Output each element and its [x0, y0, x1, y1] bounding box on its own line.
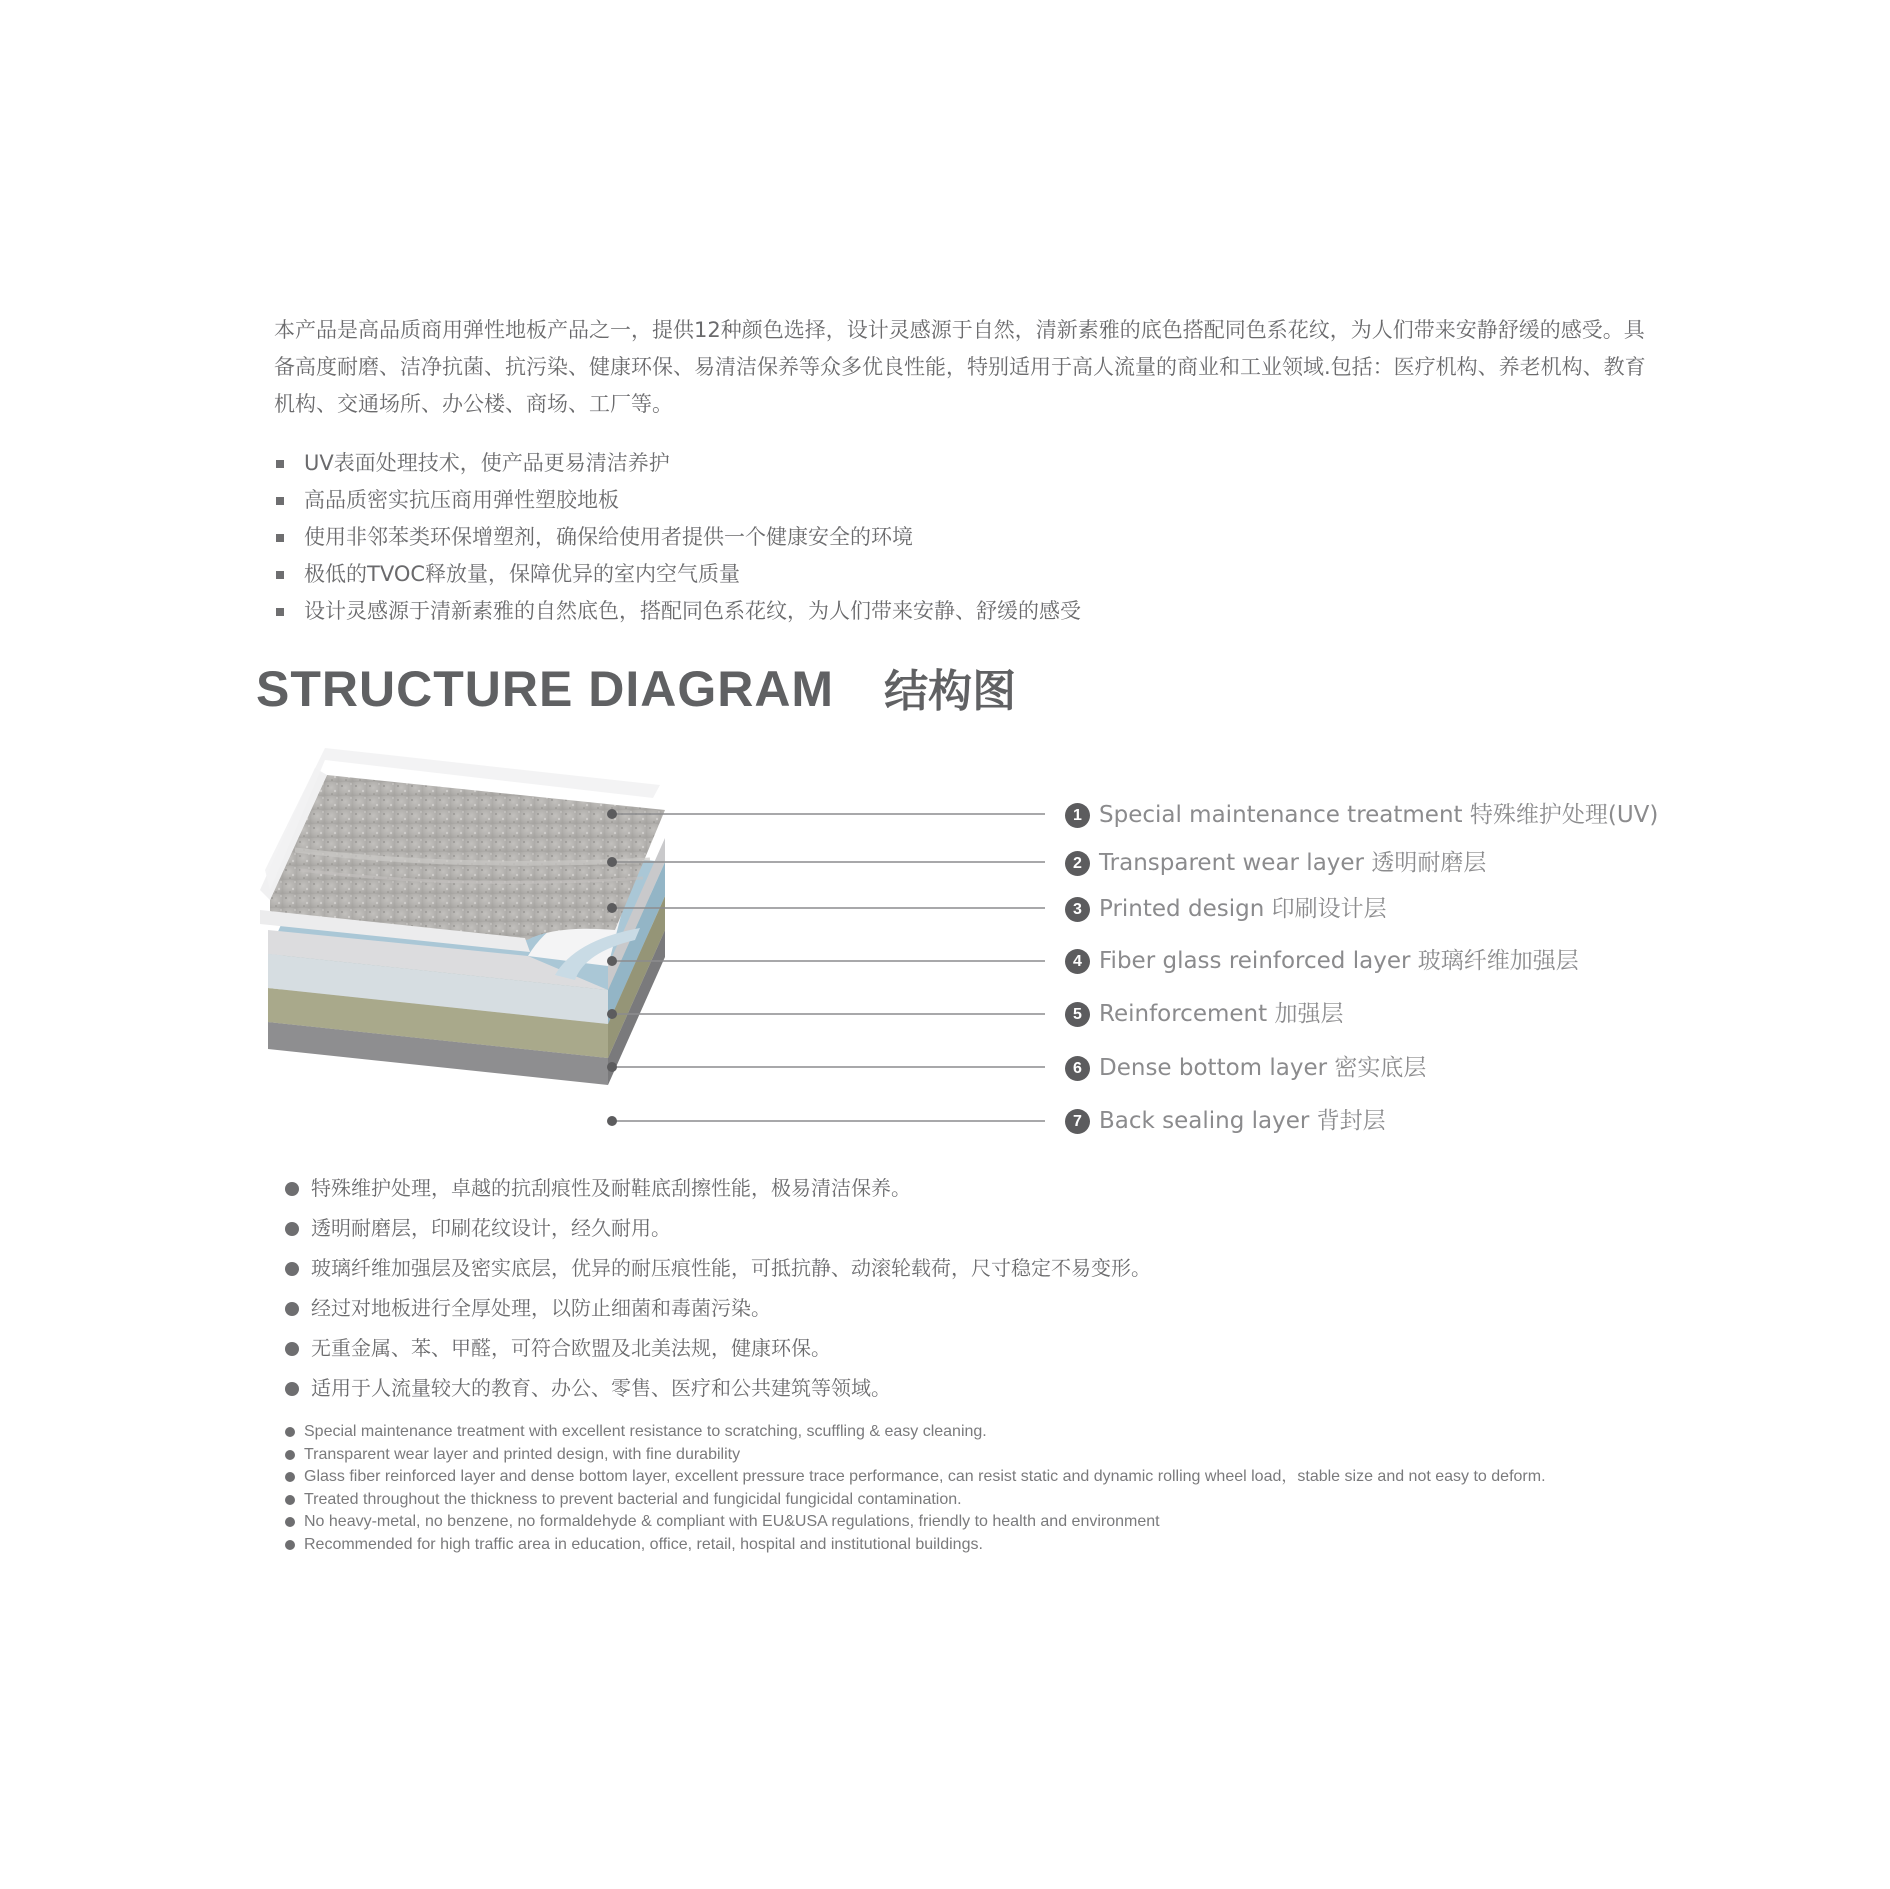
- square-bullet-icon: [276, 571, 284, 579]
- number-badge-icon: 5: [1065, 1002, 1090, 1027]
- feature-item: [274, 445, 1081, 482]
- square-bullet-icon: [276, 497, 284, 505]
- number-badge-icon: 6: [1065, 1056, 1090, 1081]
- property-item: [285, 1168, 1151, 1208]
- feature-item: [274, 593, 1081, 630]
- property-text: 适用于人流量较大的教育、办公、零售、医疗和公共建筑等领域。: [311, 1376, 891, 1400]
- section-heading: [256, 654, 1016, 724]
- dot-bullet-icon: [285, 1222, 299, 1236]
- legend-label: Transparent wear layer 透明耐磨层: [1099, 850, 1487, 876]
- dot-bullet-icon: [285, 1450, 295, 1460]
- dot-bullet-icon: [285, 1540, 295, 1550]
- number-badge-icon: 1: [1065, 803, 1090, 828]
- heading-english: STRUCTURE DIAGRAM: [256, 661, 835, 717]
- square-bullet-icon: [276, 534, 284, 542]
- leader-lines: [612, 814, 1045, 1121]
- property-text-en: Glass fiber reinforced layer and dense bottom layer, excellent pressure trace performance, can resist static and dynamic rolling wheel load，stable size and not easy to deform.: [304, 1468, 1546, 1485]
- feature-item: [274, 482, 1081, 519]
- dot-bullet-icon: [285, 1262, 299, 1276]
- number-badge-icon: 7: [1065, 1109, 1090, 1134]
- dot-bullet-icon: [285, 1302, 299, 1316]
- property-text: 玻璃纤维加强层及密实底层，优异的耐压痕性能，可抵抗静、动滚轮载荷，尺寸稳定不易变形。: [311, 1256, 1151, 1280]
- property-item-en: [285, 1534, 1615, 1557]
- legend-label: Dense bottom layer 密实底层: [1099, 1055, 1427, 1081]
- legend-label: Special maintenance treatment 特殊维护处理(UV): [1099, 802, 1659, 828]
- property-item: [285, 1208, 1151, 1248]
- properties-list-en: [285, 1421, 1615, 1556]
- property-item-en: [285, 1466, 1615, 1489]
- dot-bullet-icon: [285, 1517, 295, 1527]
- property-item: [285, 1368, 1151, 1408]
- dot-bullet-icon: [285, 1342, 299, 1356]
- property-item: [285, 1248, 1151, 1288]
- legend-label: Reinforcement 加强层: [1099, 1001, 1344, 1027]
- number-badge-icon: 3: [1065, 897, 1090, 922]
- square-bullet-icon: [276, 608, 284, 616]
- legend-label: Fiber glass reinforced layer 玻璃纤维加强层: [1099, 948, 1579, 974]
- property-text-en: Transparent wear layer and printed design, with fine durability: [304, 1445, 741, 1463]
- property-item-en: [285, 1489, 1615, 1512]
- property-item: [285, 1328, 1151, 1368]
- dot-bullet-icon: [285, 1495, 295, 1505]
- dot-bullet-icon: [285, 1182, 299, 1196]
- feature-text: 极低的TVOC释放量，保障优异的室内空气质量: [304, 562, 741, 586]
- feature-text: 高品质密实抗压商用弹性塑胶地板: [304, 488, 619, 512]
- feature-text: 使用非邻苯类环保增塑剂，确保给使用者提供一个健康安全的环境: [304, 525, 913, 549]
- property-text: 无重金属、苯、甲醛，可符合欧盟及北美法规，健康环保。: [311, 1336, 831, 1360]
- floor-layer-illustration: [255, 740, 1065, 1140]
- legend-label: Back sealing layer 背封层: [1099, 1108, 1386, 1134]
- property-text: 经过对地板进行全厚处理，以防止细菌和毒菌污染。: [311, 1296, 771, 1320]
- legend-label: Printed design 印刷设计层: [1099, 896, 1387, 922]
- number-badge-icon: 2: [1065, 851, 1090, 876]
- property-text-en: Treated throughout the thickness to prevent bacterial and fungicidal fungicidal contamination.: [304, 1490, 962, 1508]
- feature-list: [274, 445, 1081, 630]
- property-item-en: [285, 1421, 1615, 1444]
- feature-text: UV表面处理技术，使产品更易清洁养护: [304, 451, 670, 475]
- square-bullet-icon: [276, 460, 284, 468]
- property-text: 特殊维护处理，卓越的抗刮痕性及耐鞋底刮擦性能，极易清洁保养。: [311, 1176, 911, 1200]
- property-item: [285, 1288, 1151, 1328]
- property-item-en: [285, 1444, 1615, 1467]
- dot-bullet-icon: [285, 1472, 295, 1482]
- intro-paragraph: 本产品是高品质商用弹性地板产品之一，提供12种颜色选择，设计灵感源于自然，清新素雅的底色搭配同色系花纹，为人们带来安静舒缓的感受。具备高度耐磨、洁净抗菌、抗污染、健康环保、易清洁保养等众多优良性能，特别适用于高人流量的商业和工业领域.包括：医疗机构、养老机构、教育机构、交通场所、办公楼、商场、工厂等。: [274, 318, 1646, 416]
- property-text-en: Special maintenance treatment with excellent resistance to scratching, scuffling & easy cleaning.: [304, 1423, 987, 1440]
- property-text-en: No heavy-metal, no benzene, no formaldehyde & compliant with EU&USA regulations, friendly to health and environment: [304, 1513, 1160, 1530]
- number-badge-icon: 4: [1065, 949, 1090, 974]
- feature-text: 设计灵感源于清新素雅的自然底色，搭配同色系花纹，为人们带来安静、舒缓的感受: [304, 599, 1081, 623]
- feature-item: [274, 556, 1081, 593]
- properties-list-cn: [285, 1168, 1151, 1408]
- property-item-en: [285, 1511, 1615, 1534]
- property-text-en: Recommended for high traffic area in education, office, retail, hospital and institutional buildings.: [304, 1535, 983, 1553]
- property-text: 透明耐磨层，印刷花纹设计，经久耐用。: [311, 1216, 671, 1240]
- heading-chinese: 结构图: [884, 667, 1017, 716]
- feature-item: [274, 519, 1081, 556]
- dot-bullet-icon: [285, 1382, 299, 1396]
- dot-bullet-icon: [285, 1427, 295, 1437]
